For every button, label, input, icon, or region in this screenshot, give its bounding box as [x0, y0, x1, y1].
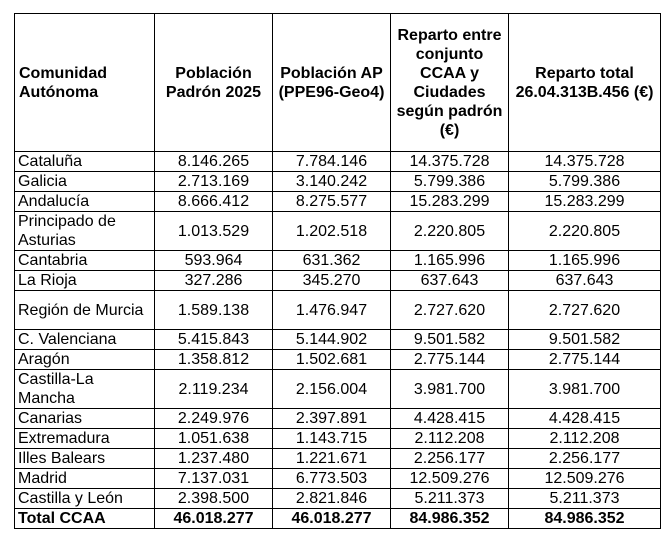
table-row — [15, 271, 661, 291]
cell-reparto-total: 12.509.276 — [509, 469, 661, 489]
cell-reparto-total: 2.112.208 — [509, 429, 661, 449]
cell-poblacion-ap: 6.773.503 — [273, 469, 391, 489]
cell-poblacion-padron: 5.415.843 — [155, 330, 273, 350]
header-reparto-conjunto: Reparto entre conjunto CCAA y Ciudades según padrón (€) — [391, 14, 509, 152]
total-reparto-total: 84.986.352 — [509, 509, 661, 529]
table-row — [15, 330, 661, 350]
table-row — [15, 152, 661, 172]
cell-reparto-total: 2.220.805 — [509, 212, 661, 251]
table-row — [15, 350, 661, 370]
cell-reparto-conjunto: 12.509.276 — [391, 469, 509, 489]
cell-reparto-conjunto: 4.428.415 — [391, 409, 509, 429]
cell-poblacion-padron: 8.146.265 — [155, 152, 273, 172]
header-comunidad: Comunidad Autónoma — [15, 14, 155, 152]
total-poblacion-ap: 46.018.277 — [273, 509, 391, 529]
cell-comunidad: Castilla y León — [15, 489, 155, 509]
cell-poblacion-padron: 593.964 — [155, 251, 273, 271]
distribution-table — [14, 13, 661, 529]
cell-comunidad: Cataluña — [15, 152, 155, 172]
cell-reparto-total: 2.775.144 — [509, 350, 661, 370]
cell-reparto-total: 2.256.177 — [509, 449, 661, 469]
cell-reparto-conjunto: 15.283.299 — [391, 192, 509, 212]
cell-comunidad: Castilla-La Mancha — [15, 370, 155, 409]
cell-comunidad: Galicia — [15, 172, 155, 192]
cell-comunidad: Madrid — [15, 469, 155, 489]
cell-reparto-conjunto: 9.501.582 — [391, 330, 509, 350]
table-row — [15, 251, 661, 271]
cell-reparto-conjunto: 5.211.373 — [391, 489, 509, 509]
cell-poblacion-padron: 1.051.638 — [155, 429, 273, 449]
cell-comunidad: Extremadura — [15, 429, 155, 449]
cell-poblacion-ap: 1.476.947 — [273, 291, 391, 330]
cell-poblacion-ap: 2.156.004 — [273, 370, 391, 409]
cell-reparto-conjunto: 2.256.177 — [391, 449, 509, 469]
cell-reparto-conjunto: 2.775.144 — [391, 350, 509, 370]
cell-reparto-total: 3.981.700 — [509, 370, 661, 409]
cell-reparto-total: 637.643 — [509, 271, 661, 291]
table-header-row — [15, 14, 661, 152]
cell-reparto-conjunto: 14.375.728 — [391, 152, 509, 172]
cell-poblacion-ap: 2.397.891 — [273, 409, 391, 429]
cell-comunidad: Canarias — [15, 409, 155, 429]
table-row — [15, 172, 661, 192]
cell-comunidad: La Rioja — [15, 271, 155, 291]
cell-reparto-conjunto: 2.727.620 — [391, 291, 509, 330]
cell-poblacion-padron: 1.237.480 — [155, 449, 273, 469]
cell-poblacion-padron: 327.286 — [155, 271, 273, 291]
cell-poblacion-ap: 631.362 — [273, 251, 391, 271]
total-row — [15, 509, 661, 529]
cell-comunidad: Región de Murcia — [15, 291, 155, 330]
cell-reparto-conjunto: 2.220.805 — [391, 212, 509, 251]
cell-comunidad: Cantabria — [15, 251, 155, 271]
cell-poblacion-padron: 8.666.412 — [155, 192, 273, 212]
cell-poblacion-ap: 345.270 — [273, 271, 391, 291]
cell-reparto-total: 5.799.386 — [509, 172, 661, 192]
cell-comunidad: Illes Balears — [15, 449, 155, 469]
cell-comunidad: C. Valenciana — [15, 330, 155, 350]
header-poblacion-ap: Población AP (PPE96-Geo4) — [273, 14, 391, 152]
total-label: Total CCAA — [15, 509, 155, 529]
cell-poblacion-padron: 2.713.169 — [155, 172, 273, 192]
total-reparto-conjunto: 84.986.352 — [391, 509, 509, 529]
cell-reparto-total: 2.727.620 — [509, 291, 661, 330]
table-row — [15, 291, 661, 330]
cell-poblacion-ap: 1.221.671 — [273, 449, 391, 469]
cell-reparto-total: 5.211.373 — [509, 489, 661, 509]
cell-reparto-total: 14.375.728 — [509, 152, 661, 172]
table-row — [15, 409, 661, 429]
cell-reparto-conjunto: 2.112.208 — [391, 429, 509, 449]
cell-poblacion-ap: 8.275.577 — [273, 192, 391, 212]
cell-poblacion-padron: 7.137.031 — [155, 469, 273, 489]
cell-reparto-conjunto: 637.643 — [391, 271, 509, 291]
cell-reparto-conjunto: 5.799.386 — [391, 172, 509, 192]
table-row — [15, 192, 661, 212]
cell-poblacion-ap: 7.784.146 — [273, 152, 391, 172]
cell-reparto-total: 1.165.996 — [509, 251, 661, 271]
cell-poblacion-ap: 5.144.902 — [273, 330, 391, 350]
cell-reparto-total: 15.283.299 — [509, 192, 661, 212]
table-row — [15, 469, 661, 489]
cell-poblacion-padron: 1.358.812 — [155, 350, 273, 370]
cell-poblacion-padron: 1.013.529 — [155, 212, 273, 251]
table-row — [15, 449, 661, 469]
header-poblacion-padron: Población Padrón 2025 — [155, 14, 273, 152]
cell-poblacion-padron: 2.398.500 — [155, 489, 273, 509]
cell-poblacion-ap: 1.143.715 — [273, 429, 391, 449]
table-row — [15, 370, 661, 409]
table-row — [15, 489, 661, 509]
cell-comunidad: Andalucía — [15, 192, 155, 212]
table-row — [15, 212, 661, 251]
cell-poblacion-padron: 2.119.234 — [155, 370, 273, 409]
cell-poblacion-ap: 2.821.846 — [273, 489, 391, 509]
table-row — [15, 429, 661, 449]
cell-poblacion-padron: 2.249.976 — [155, 409, 273, 429]
cell-reparto-conjunto: 3.981.700 — [391, 370, 509, 409]
cell-poblacion-ap: 3.140.242 — [273, 172, 391, 192]
cell-poblacion-ap: 1.202.518 — [273, 212, 391, 251]
cell-poblacion-padron: 1.589.138 — [155, 291, 273, 330]
cell-reparto-total: 4.428.415 — [509, 409, 661, 429]
cell-reparto-total: 9.501.582 — [509, 330, 661, 350]
cell-comunidad: Principado de Asturias — [15, 212, 155, 251]
header-reparto-total: Reparto total 26.04.313B.456 (€) — [509, 14, 661, 152]
cell-comunidad: Aragón — [15, 350, 155, 370]
cell-poblacion-ap: 1.502.681 — [273, 350, 391, 370]
total-poblacion-padron: 46.018.277 — [155, 509, 273, 529]
cell-reparto-conjunto: 1.165.996 — [391, 251, 509, 271]
